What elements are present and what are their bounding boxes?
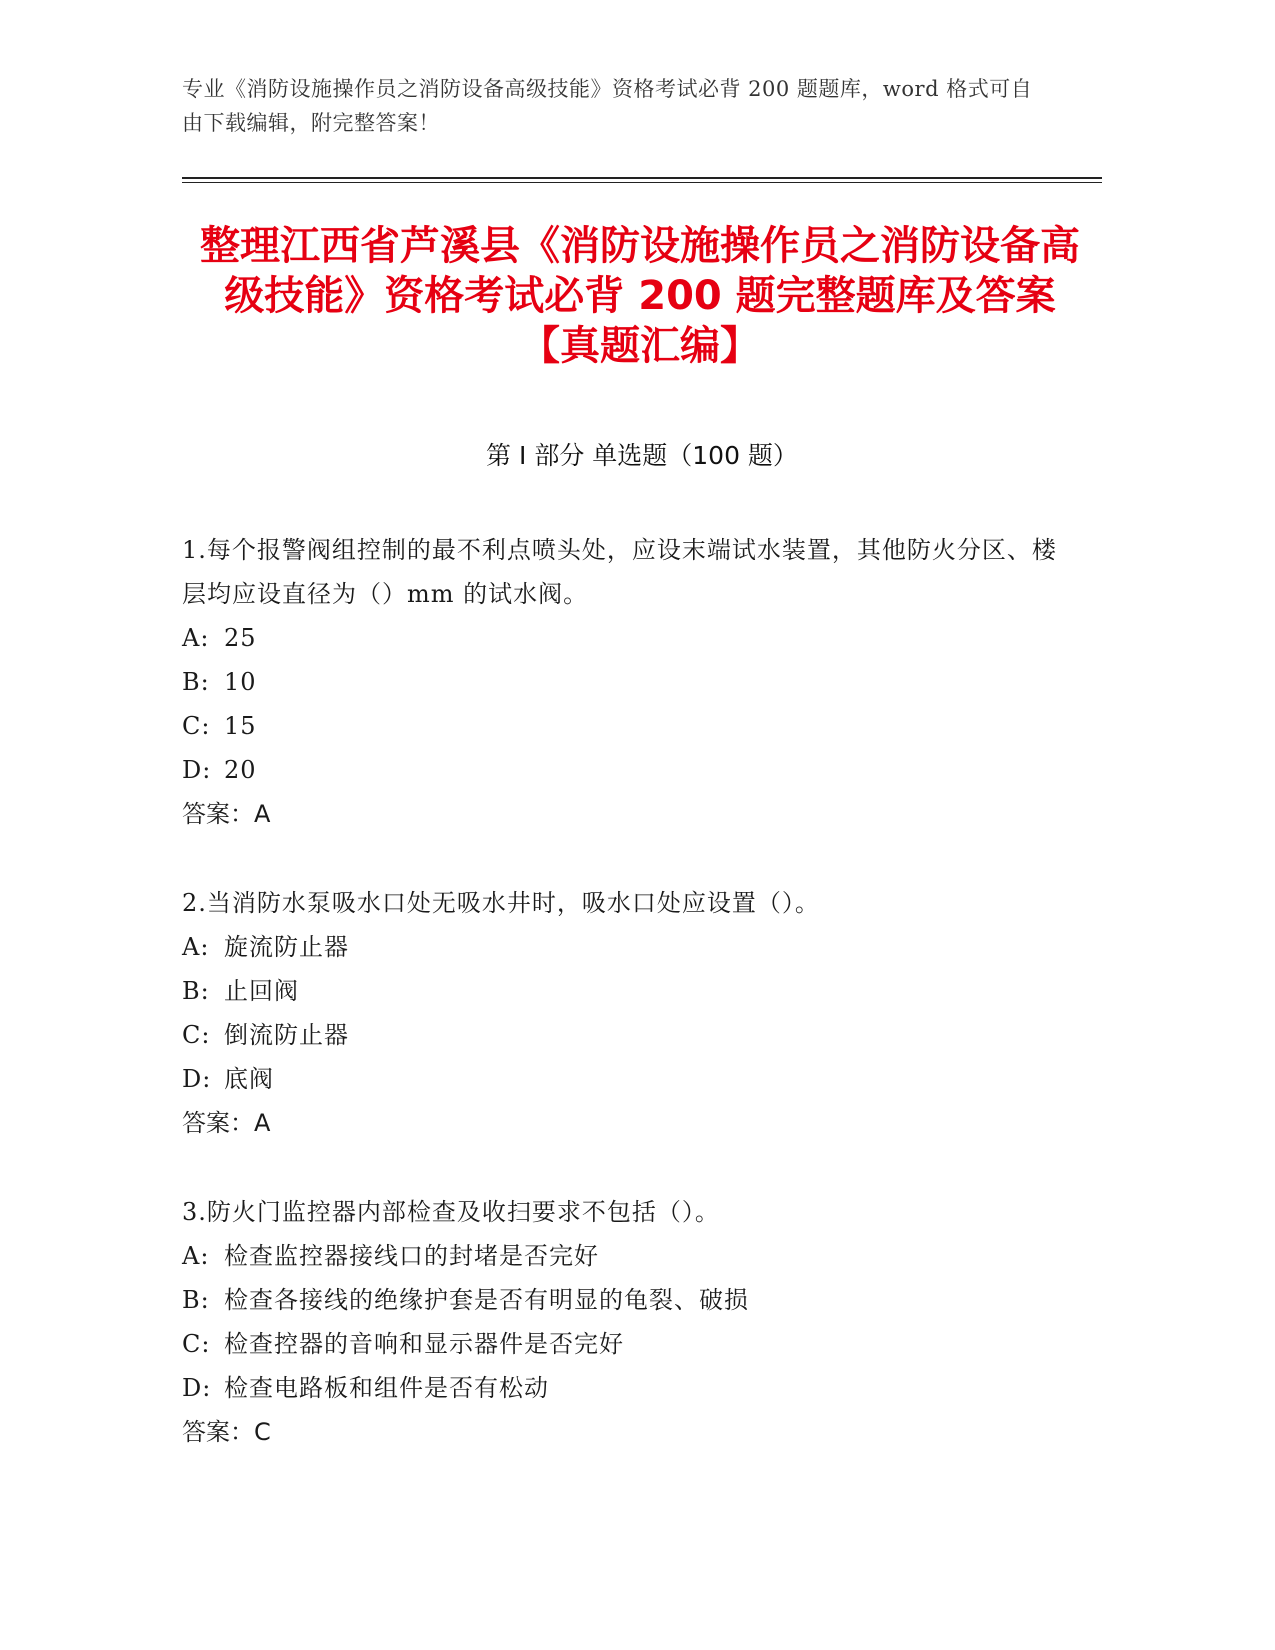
answer-line: 答案：A [182, 800, 271, 828]
answer-line: 答案：C [182, 1418, 271, 1446]
option-text: 检查各接线的绝缘护套是否有明显的龟裂、破损 [224, 1286, 749, 1314]
option-a [182, 616, 1062, 660]
option-text: 检查监控器接线口的封堵是否完好 [224, 1242, 599, 1270]
option-text: 10 [224, 668, 257, 696]
header-divider-thin [182, 182, 1102, 183]
document-title: 整理江西省芦溪县《消防设施操作员之消防设备高级技能》资格考试必背 200 题完整题库及答案【真题汇编】 [200, 223, 1080, 369]
option-text: 检查控器的音响和显示器件是否完好 [224, 1330, 624, 1358]
option-letter: B: [182, 1286, 210, 1314]
option-text: 倒流防止器 [224, 1021, 349, 1049]
option-text: 25 [224, 624, 257, 652]
option-text: 20 [224, 756, 257, 784]
option-letter: A: [182, 933, 210, 961]
option-letter: C: [182, 712, 211, 740]
option-letter: B: [182, 668, 210, 696]
option-text: 15 [224, 712, 257, 740]
option-letter: D: [182, 1374, 212, 1402]
question-stem: 1.每个报警阀组控制的最不利点喷头处，应设末端试水装置，其他防火分区、楼层均应设直径为（）mm 的试水阀。 [182, 536, 1057, 608]
option-d [182, 748, 1062, 792]
option-c [182, 1322, 1062, 1366]
question-stem: 3.防火门监控器内部检查及收扫要求不包括（）。 [182, 1198, 720, 1226]
option-a [182, 925, 1062, 969]
option-letter: A: [182, 1242, 210, 1270]
option-a [182, 1234, 1062, 1278]
question-item [182, 881, 1062, 1145]
option-letter: C: [182, 1021, 211, 1049]
option-letter: D: [182, 756, 212, 784]
option-text: 止回阀 [224, 977, 299, 1005]
option-text: 底阀 [224, 1065, 274, 1093]
header-note: 专业《消防设施操作员之消防设备高级技能》资格考试必背 200 题题库，word 格式可自由下载编辑，附完整答案！ [182, 77, 1033, 135]
option-c [182, 1013, 1062, 1057]
option-letter: A: [182, 624, 210, 652]
question-list [182, 528, 1062, 1499]
header-divider-thick [182, 177, 1102, 179]
option-text: 检查电路板和组件是否有松动 [224, 1374, 549, 1402]
option-text: 旋流防止器 [224, 933, 349, 961]
option-d [182, 1057, 1062, 1101]
question-stem: 2.当消防水泵吸水口处无吸水井时，吸水口处应设置（）。 [182, 889, 820, 917]
question-item [182, 1190, 1062, 1454]
option-b [182, 660, 1062, 704]
section-title: 第 I 部分 单选题（100 题） [486, 441, 798, 470]
answer-line: 答案：A [182, 1109, 271, 1137]
option-letter: C: [182, 1330, 211, 1358]
option-b [182, 969, 1062, 1013]
option-b [182, 1278, 1062, 1322]
option-d [182, 1366, 1062, 1410]
option-letter: D: [182, 1065, 212, 1093]
option-c [182, 704, 1062, 748]
option-letter: B: [182, 977, 210, 1005]
question-item [182, 528, 1062, 836]
